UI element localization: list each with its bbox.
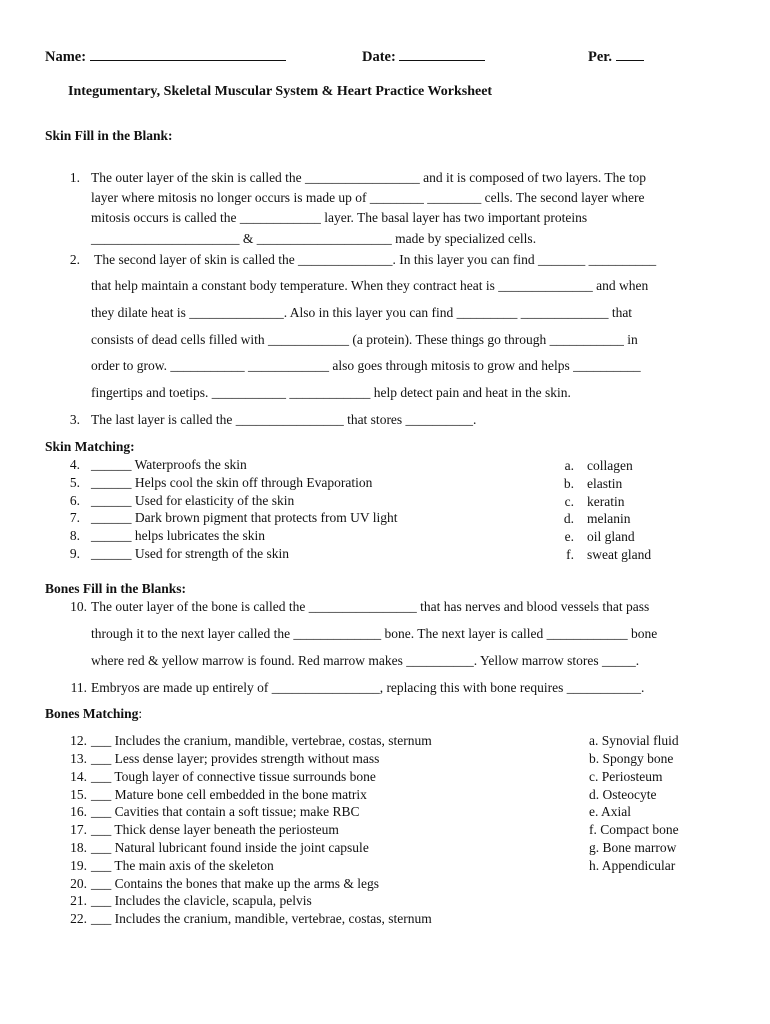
skin-fill-heading: Skin Fill in the Blank: xyxy=(45,128,173,143)
question-line: The outer layer of the bone is called the ________________ that has nerves and blood vessels that pass xyxy=(91,599,650,614)
bones-matching-heading xyxy=(45,706,142,722)
question-line: where red & yellow marrow is found. Red marrow makes __________. Yellow marrow stores _____. xyxy=(91,653,640,668)
option-text: f. Compact bone xyxy=(589,822,679,837)
match-number: 18. xyxy=(70,840,87,855)
match-number: 16. xyxy=(70,804,87,819)
match-item: ___ The main axis of the skeleton xyxy=(91,858,274,873)
match-item: ___ Includes the cranium, mandible, vertebrae, costas, sternum xyxy=(91,733,432,748)
match-item: ___ Mature bone cell embedded in the bone matrix xyxy=(91,787,367,802)
match-item: ___ Cavities that contain a soft tissue; make RBC xyxy=(91,804,360,819)
skin-matching-heading: Skin Matching: xyxy=(45,439,135,454)
bones-matching-title: Bones Matching xyxy=(45,706,139,721)
date-field[interactable] xyxy=(362,48,485,66)
option-text: a. Synovial fluid xyxy=(589,733,679,748)
option-letter: d. xyxy=(563,511,574,526)
period-label: Per. xyxy=(588,49,613,65)
match-number: 22. xyxy=(70,911,87,926)
option-text: elastin xyxy=(587,476,623,491)
match-number: 15. xyxy=(70,787,87,802)
bones-fill-heading: Bones Fill in the Blanks: xyxy=(45,581,187,596)
name-blank[interactable] xyxy=(90,48,286,61)
question-number: 3. xyxy=(69,412,80,427)
match-number: 5. xyxy=(69,475,80,490)
question-line: The outer layer of the skin is called the _________________ and it is composed of two layers. The top xyxy=(91,170,647,185)
question-line: through it to the next layer called the _____________ bone. The next layer is called ____________ bone xyxy=(91,626,658,641)
match-number: 20. xyxy=(70,876,87,891)
match-item: ___ Thick dense layer beneath the periosteum xyxy=(91,822,339,837)
match-number: 13. xyxy=(70,751,87,766)
question-number: 10. xyxy=(70,599,87,614)
question-line: order to grow. ___________ ____________ also goes through mitosis to grow and helps __________ xyxy=(91,358,641,373)
question-line: that help maintain a constant body temperature. When they contract heat is ______________ and when xyxy=(91,278,649,293)
option-letter: e. xyxy=(564,529,574,544)
date-label: Date: xyxy=(362,49,396,65)
period-blank[interactable] xyxy=(616,48,644,61)
question-line: they dilate heat is ______________. Also in this layer you can find _________ _____________ that xyxy=(91,305,633,320)
match-number: 4. xyxy=(69,457,80,472)
option-letter: a. xyxy=(564,458,574,473)
option-text: collagen xyxy=(587,458,633,473)
question-line: The second layer of skin is called the ______________. In this layer you can find _______ __________ xyxy=(91,252,657,267)
option-text: g. Bone marrow xyxy=(589,840,677,855)
question-line: ______________________ & ____________________ made by specialized cells. xyxy=(91,231,537,246)
match-item: ______ Used for elasticity of the skin xyxy=(91,493,295,508)
match-item: ___ Includes the clavicle, scapula, pelvis xyxy=(91,893,312,908)
question-number: 1. xyxy=(69,170,80,185)
match-number: 19. xyxy=(70,858,87,873)
question-line: consists of dead cells filled with ____________ (a protein). These things go through ___________ in xyxy=(91,332,638,347)
period-field[interactable] xyxy=(588,48,644,66)
option-letter: b. xyxy=(563,476,574,491)
option-letter: f. xyxy=(566,547,574,562)
option-text: keratin xyxy=(587,494,625,509)
match-item: ___ Includes the cranium, mandible, vertebrae, costas, sternum xyxy=(91,911,432,926)
match-item: ______ Helps cool the skin off through Evaporation xyxy=(91,475,373,490)
option-text: sweat gland xyxy=(587,547,652,562)
worksheet-title: Integumentary, Skeletal Muscular System & Heart Practice Worksheet xyxy=(68,84,493,99)
match-item: ___ Contains the bones that make up the arms & legs xyxy=(91,876,379,891)
match-number: 12. xyxy=(70,733,87,748)
question-number: 2. xyxy=(69,252,80,267)
match-item: ___ Tough layer of connective tissue surrounds bone xyxy=(91,769,376,784)
match-item: ___ Natural lubricant found inside the joint capsule xyxy=(91,840,369,855)
match-number: 17. xyxy=(70,822,87,837)
option-text: c. Periosteum xyxy=(589,769,663,784)
option-text: h. Appendicular xyxy=(589,858,676,873)
question-line: layer where mitosis no longer occurs is made up of ________ ________ cells. The second layer where xyxy=(91,190,645,205)
option-text: d. Osteocyte xyxy=(589,787,657,802)
question-line: fingertips and toetips. ___________ ____________ help detect pain and heat in the skin. xyxy=(91,385,571,400)
question-line: Embryos are made up entirely of ________________, replacing this with bone requires ___________. xyxy=(91,680,645,695)
question-line: The last layer is called the ________________ that stores __________. xyxy=(91,412,477,427)
match-item: ______ helps lubricates the skin xyxy=(91,528,265,543)
option-text: melanin xyxy=(587,511,631,526)
name-label: Name: xyxy=(45,49,87,65)
match-number: 14. xyxy=(70,769,87,784)
match-item: ______ Waterproofs the skin xyxy=(91,457,247,472)
match-item: ___ Less dense layer; provides strength without mass xyxy=(91,751,380,766)
question-number: 11. xyxy=(70,680,87,695)
match-number: 9. xyxy=(69,546,80,561)
date-blank[interactable] xyxy=(399,48,485,61)
option-text: e. Axial xyxy=(589,804,631,819)
option-letter: c. xyxy=(564,494,574,509)
question-line: mitosis occurs is called the ____________ layer. The basal layer has two important proteins xyxy=(91,210,588,225)
match-number: 21. xyxy=(70,893,87,908)
match-number: 6. xyxy=(69,493,80,508)
match-number: 8. xyxy=(69,528,80,543)
match-number: 7. xyxy=(69,510,80,525)
option-text: oil gland xyxy=(587,529,635,544)
match-item: ______ Dark brown pigment that protects from UV light xyxy=(91,510,398,525)
match-item: ______ Used for strength of the skin xyxy=(91,546,289,561)
option-text: b. Spongy bone xyxy=(589,751,674,766)
bones-matching-colon: : xyxy=(138,706,143,721)
name-field[interactable] xyxy=(45,48,286,66)
